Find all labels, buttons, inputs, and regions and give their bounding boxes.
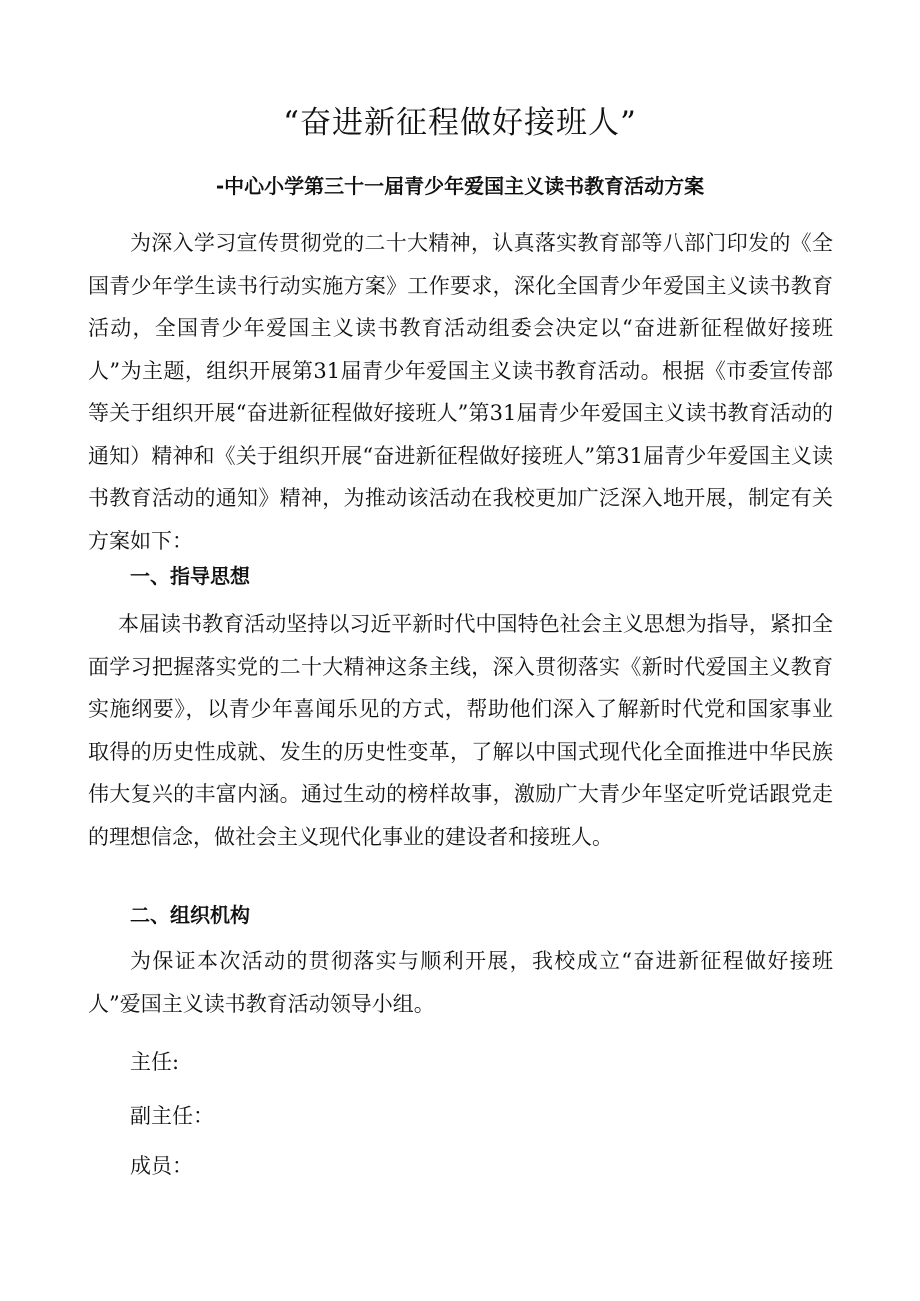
- intro-paragraph: 为深入学习宣传贯彻党的二十大精神，认真落实教育部等八部门印发的《全国青少年学生读书行动实施方案》工作要求，深化全国青少年爱国主义读书教育活动，全国青少年爱国主义读书教育活动组委会决定以“奋进新征程做好接班人”为主题，组织开展第31届青少年爱国主义读书教育活动。根据《市委宣传部等关于组织开展“奋进新征程做好接班人”第31届青少年爱国主义读书教育活动的通知）精神和《关于组织开展“奋进新征程做好接班人”第31届青少年爱国主义读书教育活动的通知》精神，为推动该活动在我校更加广泛深入地开展，制定有关方案如下：: [88, 231, 833, 553]
- section-heading-guiding-ideology: 一、指导思想: [130, 564, 250, 588]
- organization-paragraph: 为保证本次活动的贯彻落实与顺利开展，我校成立“奋进新征程做好接班人”爱国主义读书教育活动领导小组。: [88, 949, 833, 1016]
- document-title: “奋进新征程做好接班人”: [283, 105, 637, 141]
- members-field: 成员：: [130, 1154, 193, 1178]
- director-field: 主任:: [130, 1050, 180, 1074]
- document-subtitle: -中心小学第三十一届青少年爱国主义读书教育活动方案: [215, 174, 705, 198]
- section-heading-organization: 二、组织机构: [130, 903, 250, 927]
- guiding-ideology-paragraph: 本届读书教育活动坚持以习近平新时代中国特色社会主义思想为指导，紧扣全面学习把握落实党的二十大精神这条主线，深入贯彻落实《新时代爱国主义教育实施纲要》，以青少年喜闻乐见的方式，帮助他们深入了解新时代党和国家事业取得的历史性成就、发生的历史性变革，了解以中国式现代化全面推进中华民族伟大复兴的丰富内涵。通过生动的榜样故事，激励广大青少年坚定听党话跟党走的理想信念，做社会主义现代化事业的建设者和接班人。: [88, 612, 833, 849]
- deputy-director-field: 副主任：: [130, 1104, 214, 1128]
